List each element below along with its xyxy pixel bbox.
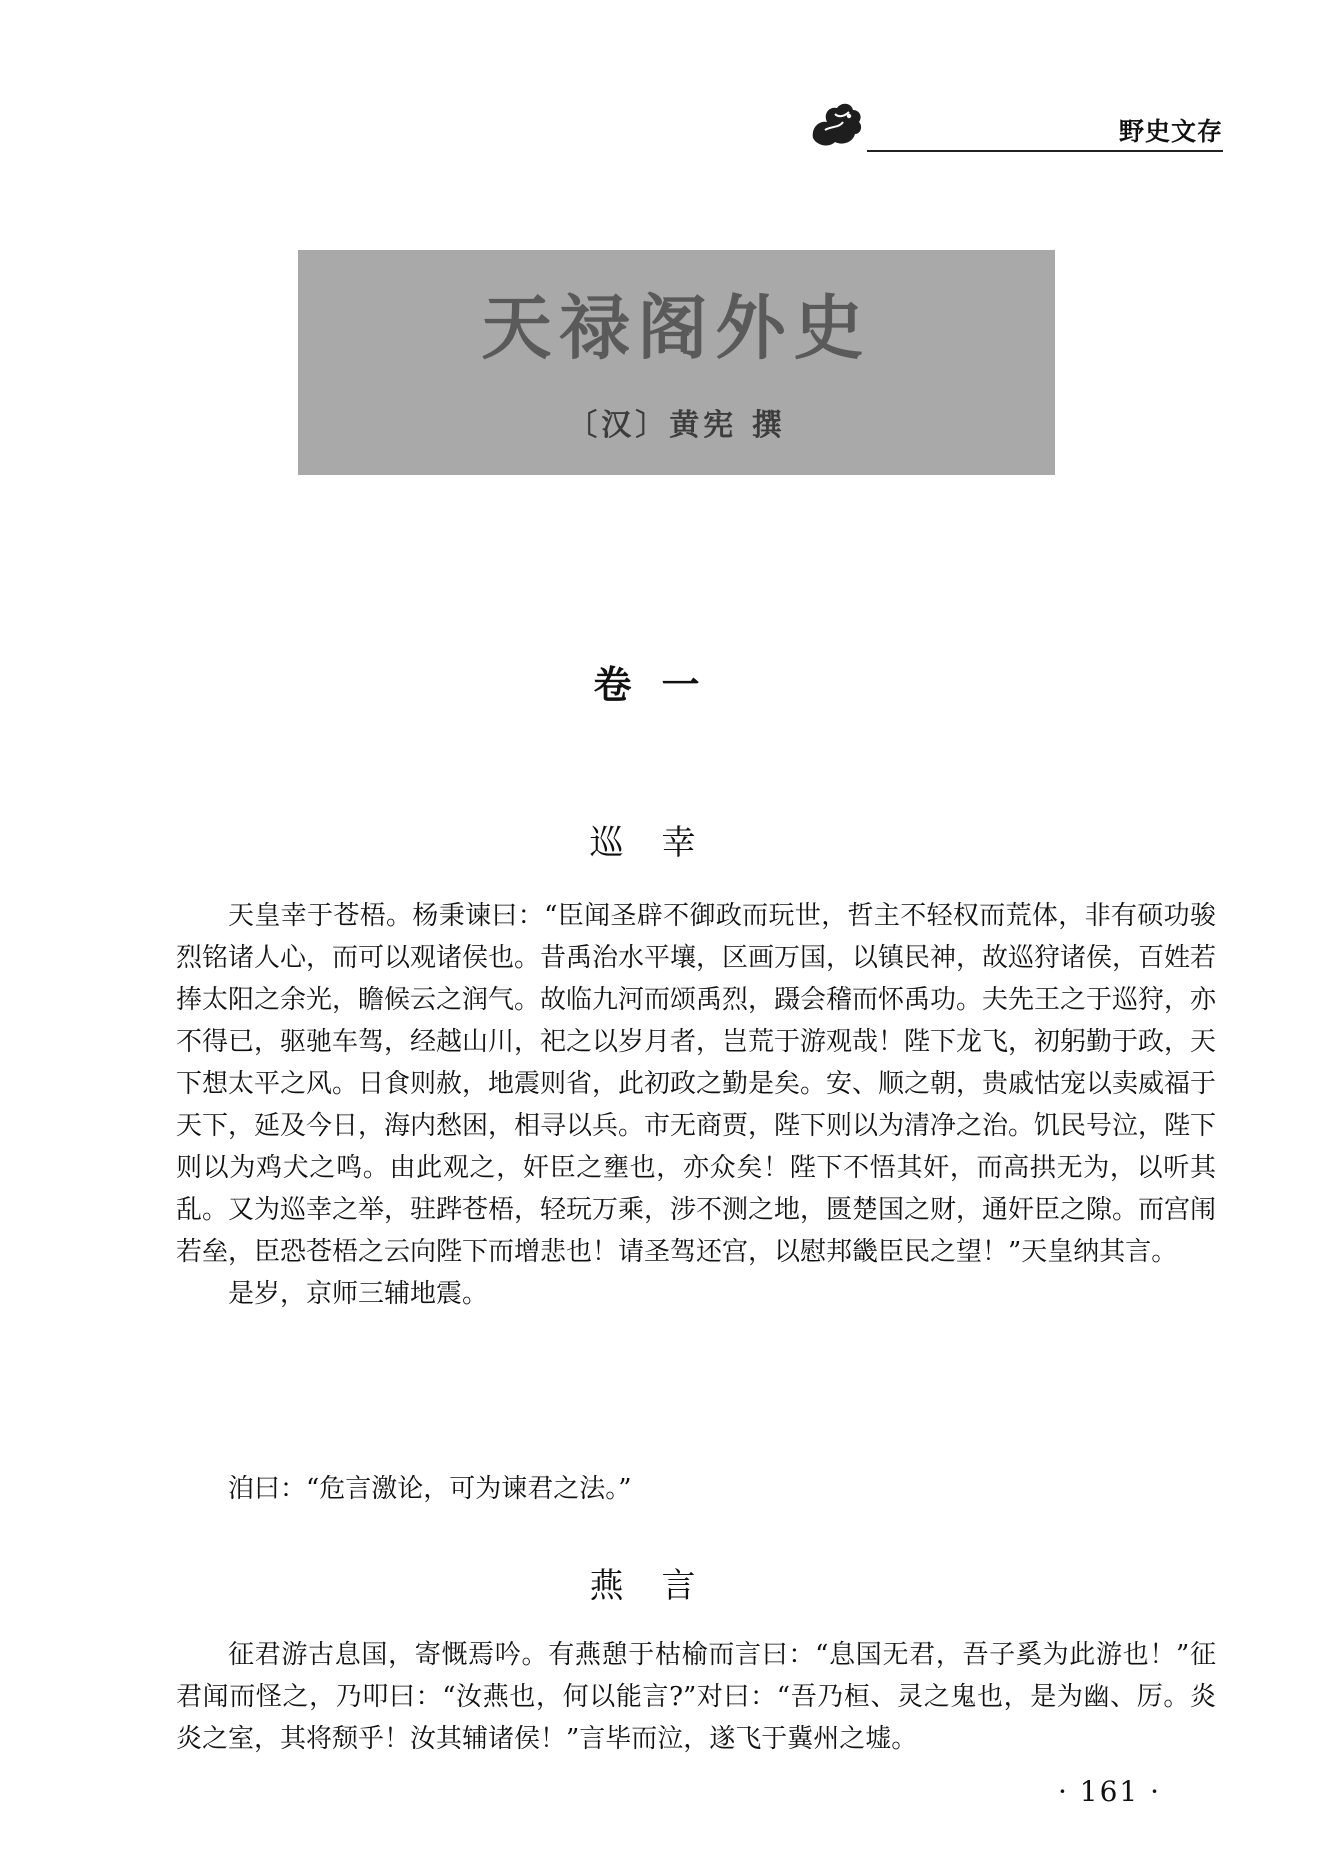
paragraph: 是岁，京师三辅地震。 [228, 1279, 489, 1309]
comment-paragraph: 洎曰：“危言激论，可为谏君之法。” [228, 1474, 632, 1504]
dragon-emblem-icon [805, 98, 867, 150]
paragraph: 天皇幸于苍梧。杨秉谏曰：“臣闻圣辟不御政而玩世，哲主不轻权而荒体，非有硕功骏烈铭诸人心，而可以观诸侯也。昔禹治水平壤，区画万国，以镇民神，故巡狩诸侯，百姓若捧太阳之余光，瞻候云之润气。故临九河而颂禹烈，蹑会稽而怀禹功。夫先王之于巡狩，亦不得已，驱驰车驾，经越山川，祀之以岁月者，岂荒于游观哉！陛下龙飞，初躬勤于政，天下想太平之风。日食则赦，地震则省，此初政之勤是矣。安、顺之朝，贵戚怙宠以卖威福于天下，延及今日，海内愁困，相寻以兵。市无商贾，陛下则以为清净之治。饥民号泣，陛下则以为鸡犬之鸣。由此观之，奸臣之壅也，亦众矣！陛下不悟其奸，而高拱无为，以听其乱。又为巡幸之举，驻跸苍梧，轻玩万乘，涉不测之地，匮楚国之财，通奸臣之隙。而宫闱若垒，臣恐苍梧之云向陛下而增悲也！请圣驾还宫，以慰邦畿臣民之望！”天皇纳其言。 [176, 901, 1217, 1267]
section-comment-xunxing [176, 1468, 1216, 1510]
volume-title: 卷一 [593, 662, 730, 707]
title-box [298, 250, 1055, 475]
book-title: 天禄阁外史 [481, 286, 872, 369]
running-header [805, 92, 1223, 158]
author-line: 〔汉〕黄宪 撰 [567, 408, 786, 443]
section-body-yanyan [176, 1634, 1216, 1760]
paragraph: 征君游古息国，寄慨焉吟。有燕憩于枯榆而言曰：“息国无君，吾子奚为此游也！”征君闻而怪之，乃叩曰：“汝燕也，何以能言?”对曰：“吾乃桓、灵之鬼也，是为幽、厉。炎炎之室，其将颓乎！汝其辅诸侯！”言毕而泣，遂飞于冀州之墟。 [176, 1640, 1216, 1754]
section-title-xunxing: 巡幸 [589, 823, 734, 863]
page-number: · 161 · [1058, 1775, 1162, 1808]
header-rule [867, 150, 1223, 152]
section-body-xunxing [176, 895, 1216, 1315]
series-title: 野史文存 [1118, 117, 1223, 146]
section-title-yanyan: 燕言 [589, 1566, 734, 1606]
